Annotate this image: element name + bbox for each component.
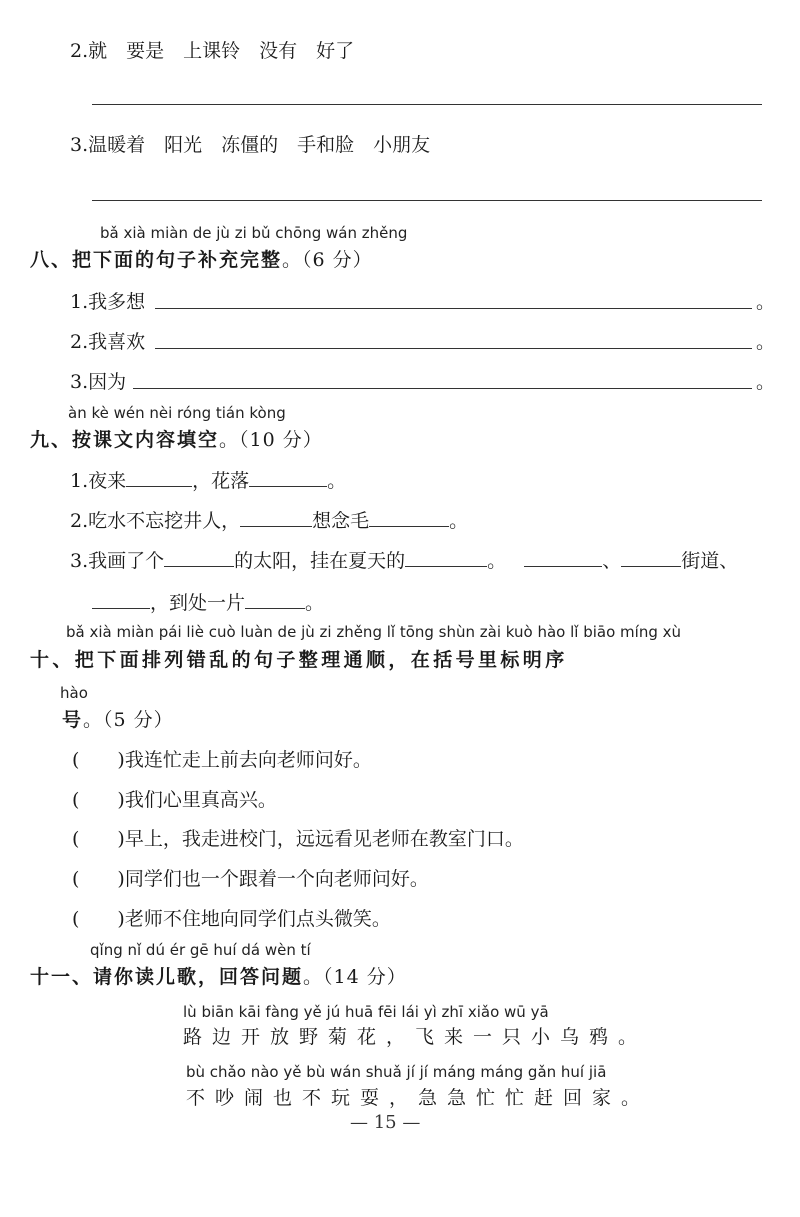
text-segment: 。	[305, 592, 325, 614]
item-number: 2.	[70, 510, 89, 532]
order-item	[72, 745, 372, 772]
blank[interactable]	[126, 468, 192, 487]
order-bracket[interactable]: ( )	[72, 828, 125, 850]
blank[interactable]	[92, 590, 150, 609]
item-number: 2.	[70, 331, 89, 353]
item-number: 1.	[70, 470, 89, 492]
section10-pinyin: bǎ xià miàn pái liè cuò luàn de jù zi zhěng lǐ tōng shùn zài kuò hào lǐ biāo míng xù	[66, 623, 681, 641]
order-sentence: 我们心里真高兴。	[124, 789, 277, 811]
fill-line[interactable]	[155, 348, 752, 349]
order-bracket[interactable]: ( )	[72, 789, 125, 811]
text-segment: ，花落	[192, 470, 250, 492]
poem-line-2: 不吵闹也不玩耍，急急忙忙赶回家。	[186, 1087, 651, 1109]
word-group: 就 要是 上课铃 没有 好了	[88, 40, 355, 62]
section9-score: 。（10 分）	[219, 429, 323, 451]
poem-line-1: 路边开放野菊花，飞来一只小乌鸦。	[183, 1026, 648, 1048]
section11-title: 十一、请你读儿歌，回答问题	[30, 966, 304, 988]
text-segment: 想念毛	[312, 510, 370, 532]
fill-item-3	[70, 546, 738, 573]
section10-score: 。（5 分）	[83, 709, 174, 731]
text-segment: ，到处一片	[150, 592, 246, 614]
section10-pinyin-2: hào	[60, 684, 88, 702]
reorder-item-3	[70, 130, 430, 157]
section10-title-cont: 号	[62, 709, 84, 731]
section11-score: 。（14 分）	[303, 966, 407, 988]
blank[interactable]	[245, 590, 305, 609]
blank[interactable]	[249, 468, 327, 487]
answer-line[interactable]	[92, 200, 762, 201]
order-item	[72, 785, 277, 812]
text-segment: 夜来	[88, 470, 127, 492]
text-segment: 街道、	[681, 550, 739, 572]
page-number: — 15 —	[350, 1112, 421, 1133]
blank[interactable]	[240, 508, 312, 527]
answer-line[interactable]	[92, 104, 762, 105]
section10-heading: 十、把下面排列错乱的句子整理通顺，在括号里标明序	[30, 649, 568, 671]
section8-pinyin: bǎ xià miàn de jù zi bǔ chōng wán zhěng	[100, 224, 408, 242]
section8-heading	[30, 245, 373, 272]
blank[interactable]	[164, 548, 234, 567]
fill-item-2	[70, 506, 468, 533]
order-sentence: 老师不住地向同学们点头微笑。	[124, 908, 391, 930]
complete-item-2	[70, 327, 145, 354]
reorder-item-2	[70, 36, 354, 63]
text-segment: 。	[449, 510, 469, 532]
order-bracket[interactable]: ( )	[72, 868, 125, 890]
fill-item-1	[70, 466, 346, 493]
item-number: 3.	[70, 371, 89, 393]
blank[interactable]	[405, 548, 487, 567]
section10-heading-2	[62, 705, 174, 732]
order-sentence: 同学们也一个跟着一个向老师问好。	[124, 868, 429, 890]
blank[interactable]	[369, 508, 449, 527]
blank[interactable]	[621, 548, 681, 567]
complete-item-3	[70, 367, 126, 394]
blank[interactable]	[524, 548, 602, 567]
word-group: 温暖着 阳光 冻僵的 手和脸 小朋友	[88, 134, 431, 156]
order-bracket[interactable]: ( )	[72, 908, 125, 930]
item-number: 3.	[70, 550, 89, 572]
section8-title: 八、把下面的句子补充完整	[30, 249, 283, 271]
text-segment: 、	[602, 550, 622, 572]
order-item	[72, 824, 524, 851]
order-bracket[interactable]: ( )	[72, 749, 125, 771]
fill-line[interactable]	[155, 308, 752, 309]
text-segment: 我画了个	[88, 550, 165, 572]
section11-pinyin: qǐng nǐ dú ér gē huí dá wèn tí	[90, 941, 311, 959]
section9-heading	[30, 425, 323, 452]
section9-title: 九、按课文内容填空	[30, 429, 220, 451]
sentence-start: 我多想	[88, 291, 146, 313]
complete-item-1	[70, 287, 145, 314]
item-number: 1.	[70, 291, 89, 313]
sentence-start: 我喜欢	[88, 331, 146, 353]
section9-pinyin: àn kè wén nèi róng tián kòng	[68, 404, 286, 422]
item-number: 2.	[70, 40, 89, 62]
fill-line[interactable]	[133, 388, 752, 389]
sentence-end: 。	[756, 331, 776, 353]
order-item	[72, 904, 391, 931]
sentence-start: 因为	[88, 371, 127, 393]
poem-pinyin-2: bù chǎo nào yě bù wán shuǎ jí jí máng máng gǎn huí jiā	[186, 1063, 607, 1081]
section11-heading	[30, 962, 407, 989]
sentence-end: 。	[756, 371, 776, 393]
order-sentence: 早上，我走进校门，远远看见老师在教室门口。	[124, 828, 524, 850]
fill-item-3-continued	[92, 588, 324, 615]
order-item	[72, 864, 429, 891]
text-segment: 。	[327, 470, 347, 492]
sentence-end: 。	[756, 291, 776, 313]
text-segment: 吃水不忘挖井人，	[88, 510, 241, 532]
poem-pinyin-1: lù biān kāi fàng yě jú huā fēi lái yì zhī xiǎo wū yā	[183, 1003, 549, 1021]
text-segment: 。	[487, 550, 507, 572]
section8-score: 。（6 分）	[282, 249, 373, 271]
item-number: 3.	[70, 134, 89, 156]
order-sentence: 我连忙走上前去向老师问好。	[124, 749, 372, 771]
text-segment: 的太阳，挂在夏天的	[234, 550, 406, 572]
